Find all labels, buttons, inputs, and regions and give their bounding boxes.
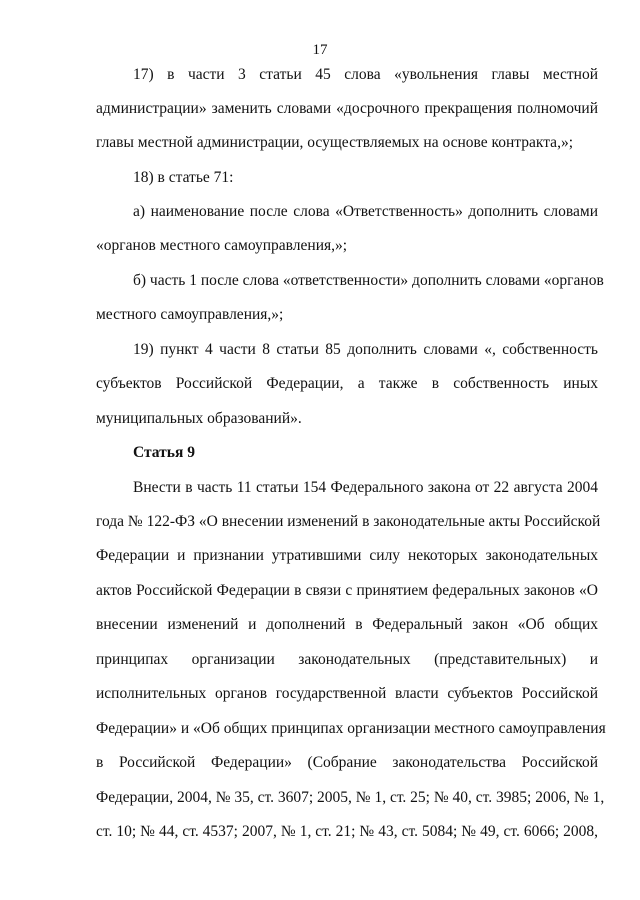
text-line: администрации» заменить словами «досрочного прекращения полномочий <box>96 100 598 117</box>
text-line: а) наименование после слова «Ответственность» дополнить словами <box>133 203 598 220</box>
text-line: 18) в статье 71: <box>133 169 234 186</box>
text-line: 17) в части 3 статьи 45 слова «увольнения главы местной <box>133 66 598 83</box>
text-line: принципах организации законодательных (представительных) и <box>96 651 598 668</box>
text-line: исполнительных органов государственной власти субъектов Российской <box>96 685 598 702</box>
text-line: «органов местного самоуправления,»; <box>96 237 348 254</box>
page-number: 17 <box>312 42 328 58</box>
text-line: главы местной администрации, осуществляемых на основе контракта,»; <box>96 134 573 151</box>
text-line: внесении изменений и дополнений в Федеральный закон «Об общих <box>96 616 598 633</box>
text-line: 19) пункт 4 части 8 статьи 85 дополнить словами «, собственность <box>133 341 598 358</box>
text-line: Внести в часть 11 статьи 154 Федерального закона от 22 августа 2004 <box>133 479 598 496</box>
text-line: Федерации и признании утратившими силу некоторых законодательных <box>96 547 598 564</box>
text-line: в Российской Федерации» (Собрание законодательства Российской <box>96 754 598 771</box>
text-line: субъектов Российской Федерации, а также в собственность иных <box>96 375 598 392</box>
text-line: Федерации» и «Об общих принципах организации местного самоуправления <box>96 720 606 737</box>
text-line: местного самоуправления,»; <box>96 306 284 323</box>
article-heading: Статья 9 <box>133 444 195 461</box>
text-line: муниципальных образований». <box>96 410 302 427</box>
text-line: Федерации, 2004, № 35, ст. 3607; 2005, № 1, ст. 25; № 40, ст. 3985; 2006, № 1, <box>96 789 605 806</box>
text-line: года № 122-ФЗ «О внесении изменений в законодательные акты Российской <box>96 513 601 530</box>
text-line: ст. 10; № 44, ст. 4537; 2007, № 1, ст. 21; № 43, ст. 5084; № 49, ст. 6066; 2008, <box>96 823 598 840</box>
text-line: б) часть 1 после слова «ответственности» дополнить словами «органов <box>133 272 604 289</box>
text-line: актов Российской Федерации в связи с принятием федеральных законов «О <box>96 582 598 599</box>
